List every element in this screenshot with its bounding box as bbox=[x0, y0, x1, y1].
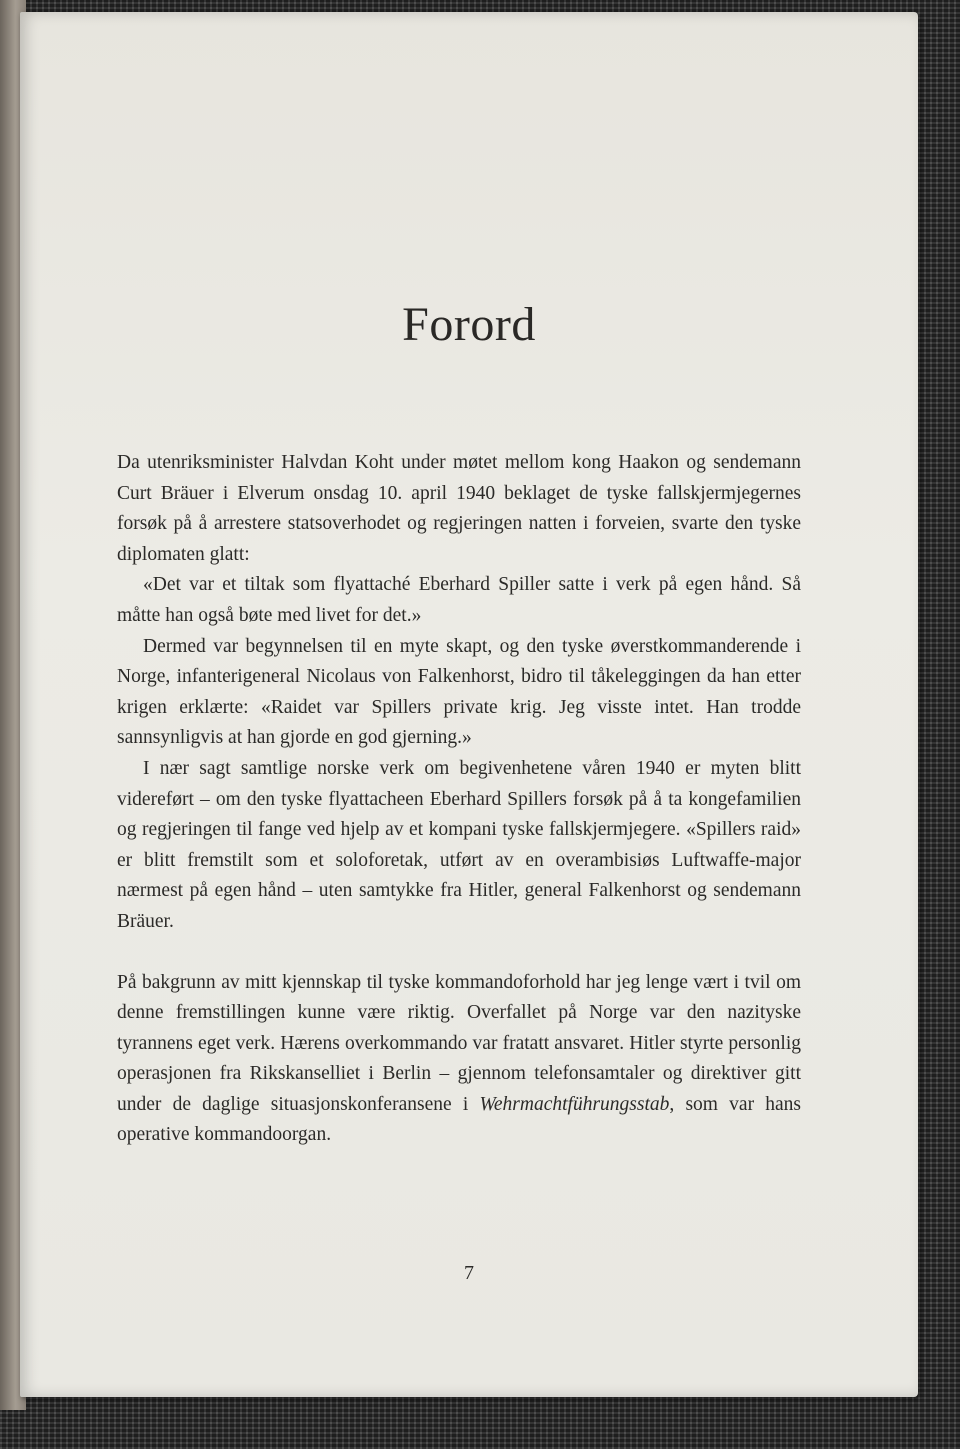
paragraph-5 bbox=[117, 968, 801, 1152]
page-number: 7 bbox=[464, 1262, 474, 1284]
paragraph-3: Dermed var begynnelsen til en myte skapt, og den tyske øverstkommanderende i Norge, infanterigeneral Nicolaus von Falkenhorst, bidro til tåkeleggingen da han etter krigen erklærte: «Raidet var Spillers private krig. Jeg visste intet. Han trodde sannsynligvis at han gjorde en god gjerning.» bbox=[117, 635, 801, 749]
paragraph-2: «Det var et tiltak som flyattaché Eberhard Spiller satte i verk på egen hånd. Så måtte han også bøte med livet for det.» bbox=[117, 574, 801, 626]
body-text bbox=[117, 448, 801, 1151]
paragraph-5-text-after: , som var hans operative kommandoorgan. bbox=[117, 1093, 801, 1146]
paragraph-5-text-before: På bakgrunn av mitt kjennskap til tyske kommandoforhold har jeg lenge vært i tvil om denne fremstillingen kunne være riktig. Overfallet på Norge var den nazityske tyrannens eget verk. Hærens overkommando var fratatt ansvaret. Hitler styrte personlig operasjonen fra Rikskanselliet i Berlin – gjennom telefonsamtaler og direktiver gitt under de daglige situasjonskonferansene i bbox=[117, 971, 801, 1115]
paragraph-1: Da utenriksminister Halvdan Koht under møtet mellom kong Haakon og sendemann Curt Bräuer i Elverum onsdag 10. april 1940 beklaget de tyske fallskjermjegernes forsøk på å arrestere statsoverhodet og regjeringen natten i forveien, svarte den tyske diplomaten glatt: bbox=[117, 452, 801, 565]
book-page bbox=[20, 12, 918, 1397]
paragraph-4: I nær sagt samtlige norske verk om begivenhetene våren 1940 er myten blitt videreført – om den tyske flyattacheen Eberhard Spillers forsøk på å ta kongefamilien og regjeringen til fange ved hjelp av et kompani tyske fallskjermjegere. «Spillers raid» er blitt fremstilt som et soloforetak, utført av en overambisiøs Luftwaffe-major nærmest på egen hånd – uten samtykke fra Hitler, general Falkenhorst og sendemann Bräuer. bbox=[117, 757, 801, 932]
paragraph-5-italic-term: Wehrmachtführungsstab bbox=[479, 1093, 670, 1115]
chapter-title: Forord bbox=[402, 298, 536, 351]
